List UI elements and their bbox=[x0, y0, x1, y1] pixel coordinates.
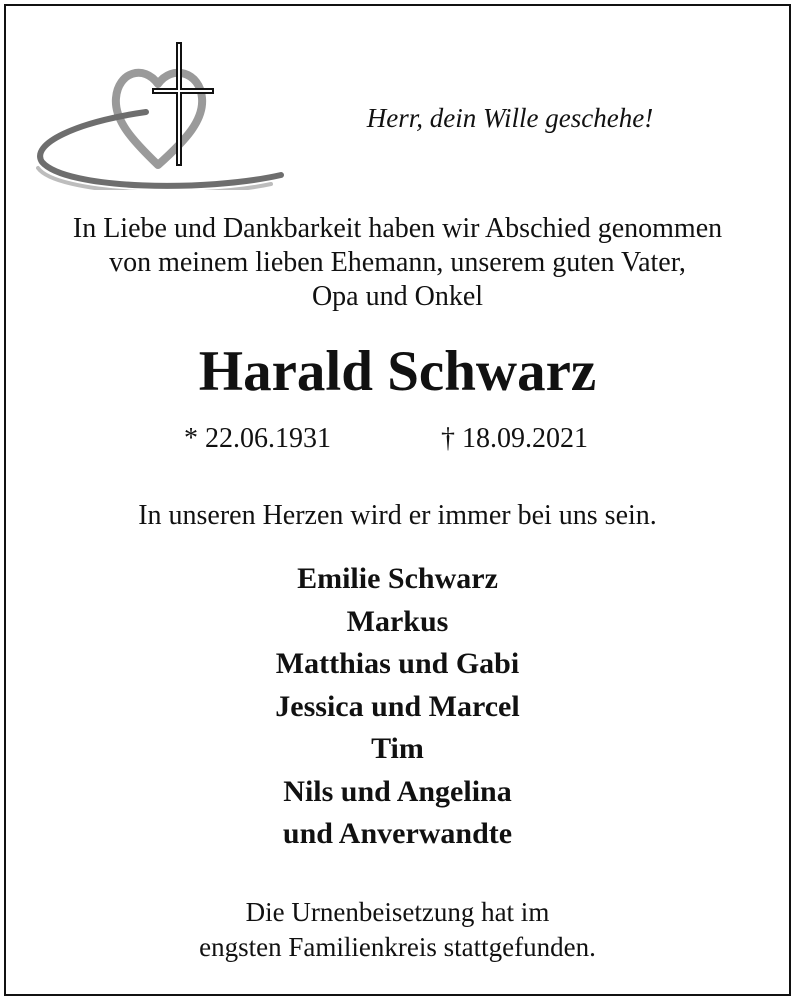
birth-date: * 22.06.1931 bbox=[184, 423, 331, 454]
mourner-name: Matthias und Gabi bbox=[275, 647, 520, 680]
intro-text bbox=[0, 212, 795, 314]
notice-line: engsten Familienkreis stattgefunden. bbox=[199, 932, 596, 962]
mourner-name: Nils und Angelina bbox=[283, 774, 512, 808]
memory-line: In unseren Herzen wird er immer bei uns sein. bbox=[138, 500, 657, 531]
heart-outline bbox=[116, 73, 202, 165]
intro-line: von meinem lieben Ehemann, unserem guten Vater, bbox=[109, 247, 686, 278]
intro-line: Opa und Onkel bbox=[311, 281, 484, 312]
burial-notice bbox=[0, 895, 795, 965]
mourner-name: Tim bbox=[371, 732, 424, 765]
notice-line: Die Urnenbeisetzung hat im bbox=[245, 897, 550, 927]
deceased-name: Harald Schwarz bbox=[198, 340, 597, 403]
motto: Herr, dein Wille geschehe! bbox=[366, 103, 654, 133]
swirl-dark bbox=[40, 112, 281, 186]
heart-cross-emblem-icon bbox=[36, 40, 286, 190]
cross-horizontal-inner bbox=[154, 90, 212, 92]
intro-line: In Liebe und Dankbarkeit haben wir Abschied genommen bbox=[72, 213, 723, 244]
mourner-name: Jessica und Marcel bbox=[275, 689, 520, 723]
mourner-name: Emilie Schwarz bbox=[297, 562, 498, 595]
death-date: † 18.09.2021 bbox=[441, 423, 588, 454]
cross-vertical-inner bbox=[178, 44, 180, 164]
mourner-name: Markus bbox=[346, 604, 449, 638]
mourner-name: und Anverwandte bbox=[282, 817, 513, 850]
mourners-list bbox=[0, 558, 795, 856]
